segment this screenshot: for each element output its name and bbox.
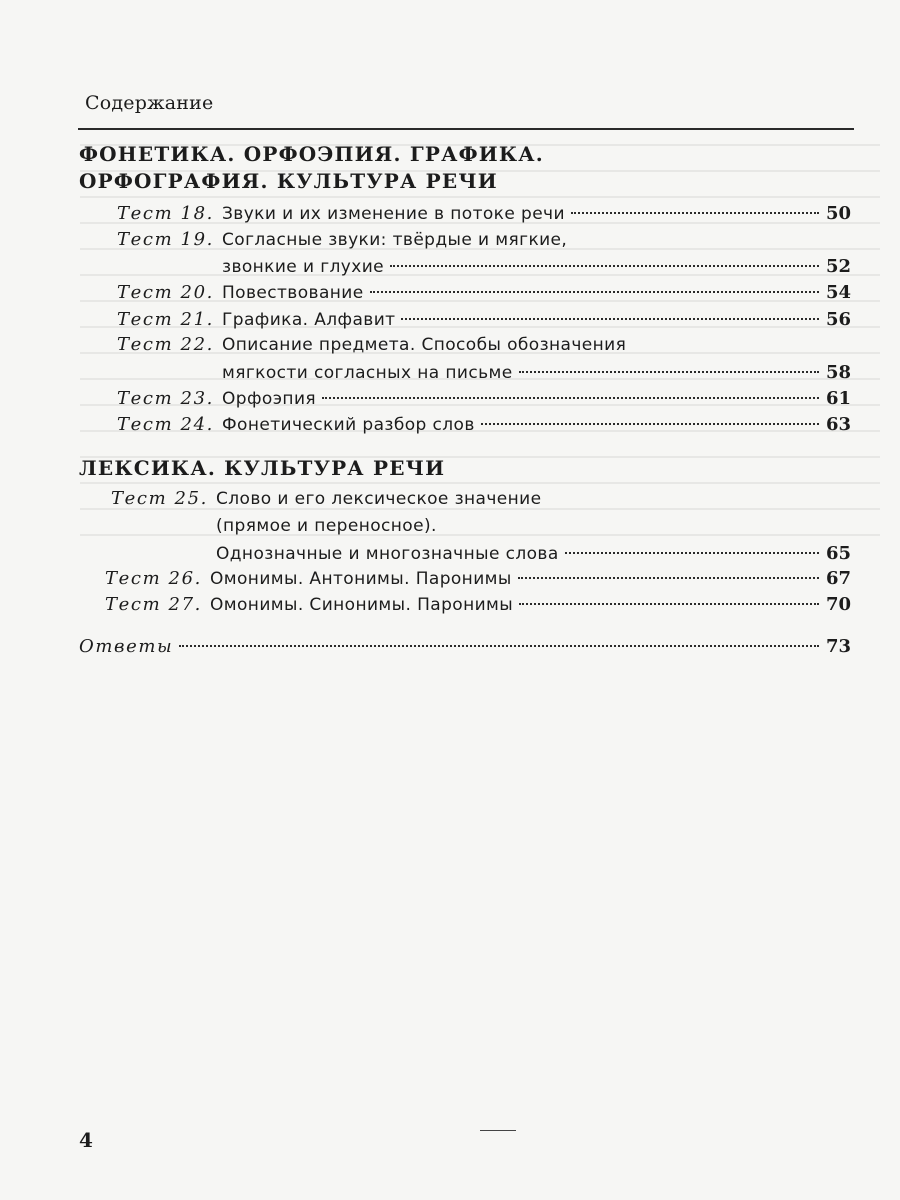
page-number: 73	[825, 636, 851, 657]
page-number: 70	[825, 594, 851, 615]
page-number: 50	[825, 203, 851, 224]
leader-dots	[518, 577, 819, 579]
test-label: Тест 25.	[111, 488, 208, 509]
test-title: Фонетический разбор слов	[222, 415, 475, 435]
test-title: Звуки и их изменение в потоке речи	[222, 204, 565, 224]
section-title-lexics: ЛЕКСИКА. КУЛЬТУРА РЕЧИ	[79, 456, 446, 480]
test-label: Тест 27.	[105, 594, 202, 615]
page-number: 52	[825, 256, 851, 277]
toc-entry-test-27[interactable]	[0, 592, 851, 618]
test-label: Тест 24.	[117, 414, 214, 435]
test-title: (прямое и переносное).	[216, 516, 437, 536]
test-label: Тест 23.	[117, 388, 214, 409]
test-label: Тест 18.	[117, 203, 214, 224]
test-title: Омонимы. Синонимы. Паронимы	[210, 595, 514, 615]
page-number: 54	[825, 282, 851, 303]
toc-entry-test-23[interactable]	[0, 386, 851, 412]
leader-dots	[179, 645, 819, 647]
toc-entry-test-25-line2[interactable]	[216, 513, 851, 539]
footer-mark	[480, 1130, 516, 1131]
page-number: 61	[825, 388, 851, 409]
answers-label: Ответы	[79, 636, 174, 657]
test-label: Тест 26.	[105, 568, 202, 589]
leader-dots	[322, 397, 819, 399]
leader-dots	[519, 603, 819, 605]
toc-entry-test-20[interactable]	[0, 280, 851, 306]
toc-entry-test-24[interactable]	[0, 412, 851, 438]
test-title: мягкости согласных на письме	[222, 363, 513, 383]
test-label: Тест 21.	[117, 309, 214, 330]
toc-entry-test-22-line2[interactable]	[222, 360, 851, 386]
section-title-phonetics-line1: ФОНЕТИКА. ОРФОЭПИЯ. ГРАФИКА.	[79, 142, 544, 166]
test-title: звонкие и глухие	[222, 257, 385, 277]
test-title: Согласные звуки: твёрдые и мягкие,	[222, 230, 568, 250]
toc-entry-test-25-line3[interactable]	[216, 541, 851, 567]
toc-entry-test-22-line1[interactable]	[0, 332, 851, 358]
page-number: 63	[825, 414, 851, 435]
toc-entry-test-18[interactable]	[0, 201, 851, 227]
page-folio: 4	[79, 1128, 93, 1152]
page-number: 58	[825, 362, 851, 383]
page-number: 65	[825, 543, 851, 564]
leader-dots	[370, 291, 819, 293]
section-title-phonetics-line2: ОРФОГРАФИЯ. КУЛЬТУРА РЕЧИ	[79, 169, 498, 193]
toc-entry-answers[interactable]	[79, 634, 851, 660]
header-rule	[78, 128, 854, 130]
leader-dots	[565, 552, 819, 554]
running-head: Содержание	[85, 92, 214, 114]
test-label: Тест 19.	[117, 229, 214, 250]
test-title: Слово и его лексическое значение	[216, 489, 542, 509]
page-number: 56	[825, 309, 851, 330]
leader-dots	[481, 423, 819, 425]
toc-entry-test-26[interactable]	[0, 566, 851, 592]
leader-dots	[519, 371, 819, 373]
test-label: Тест 22.	[117, 334, 214, 355]
toc-entry-test-25-line1[interactable]	[0, 486, 851, 512]
leader-dots	[390, 265, 819, 267]
test-title: Повествование	[222, 283, 364, 303]
test-title: Орфоэпия	[222, 389, 317, 409]
test-title: Описание предмета. Способы обозначения	[222, 335, 627, 355]
toc-entry-test-19-line1[interactable]	[0, 227, 851, 253]
leader-dots	[401, 318, 819, 320]
page-number: 67	[825, 568, 851, 589]
test-title: Графика. Алфавит	[222, 310, 396, 330]
leader-dots	[571, 212, 819, 214]
test-label: Тест 20.	[117, 282, 214, 303]
test-title: Однозначные и многозначные слова	[216, 544, 559, 564]
toc-entry-test-21[interactable]	[0, 307, 851, 333]
test-title: Омонимы. Антонимы. Паронимы	[210, 569, 512, 589]
toc-entry-test-19-line2[interactable]	[222, 254, 851, 280]
